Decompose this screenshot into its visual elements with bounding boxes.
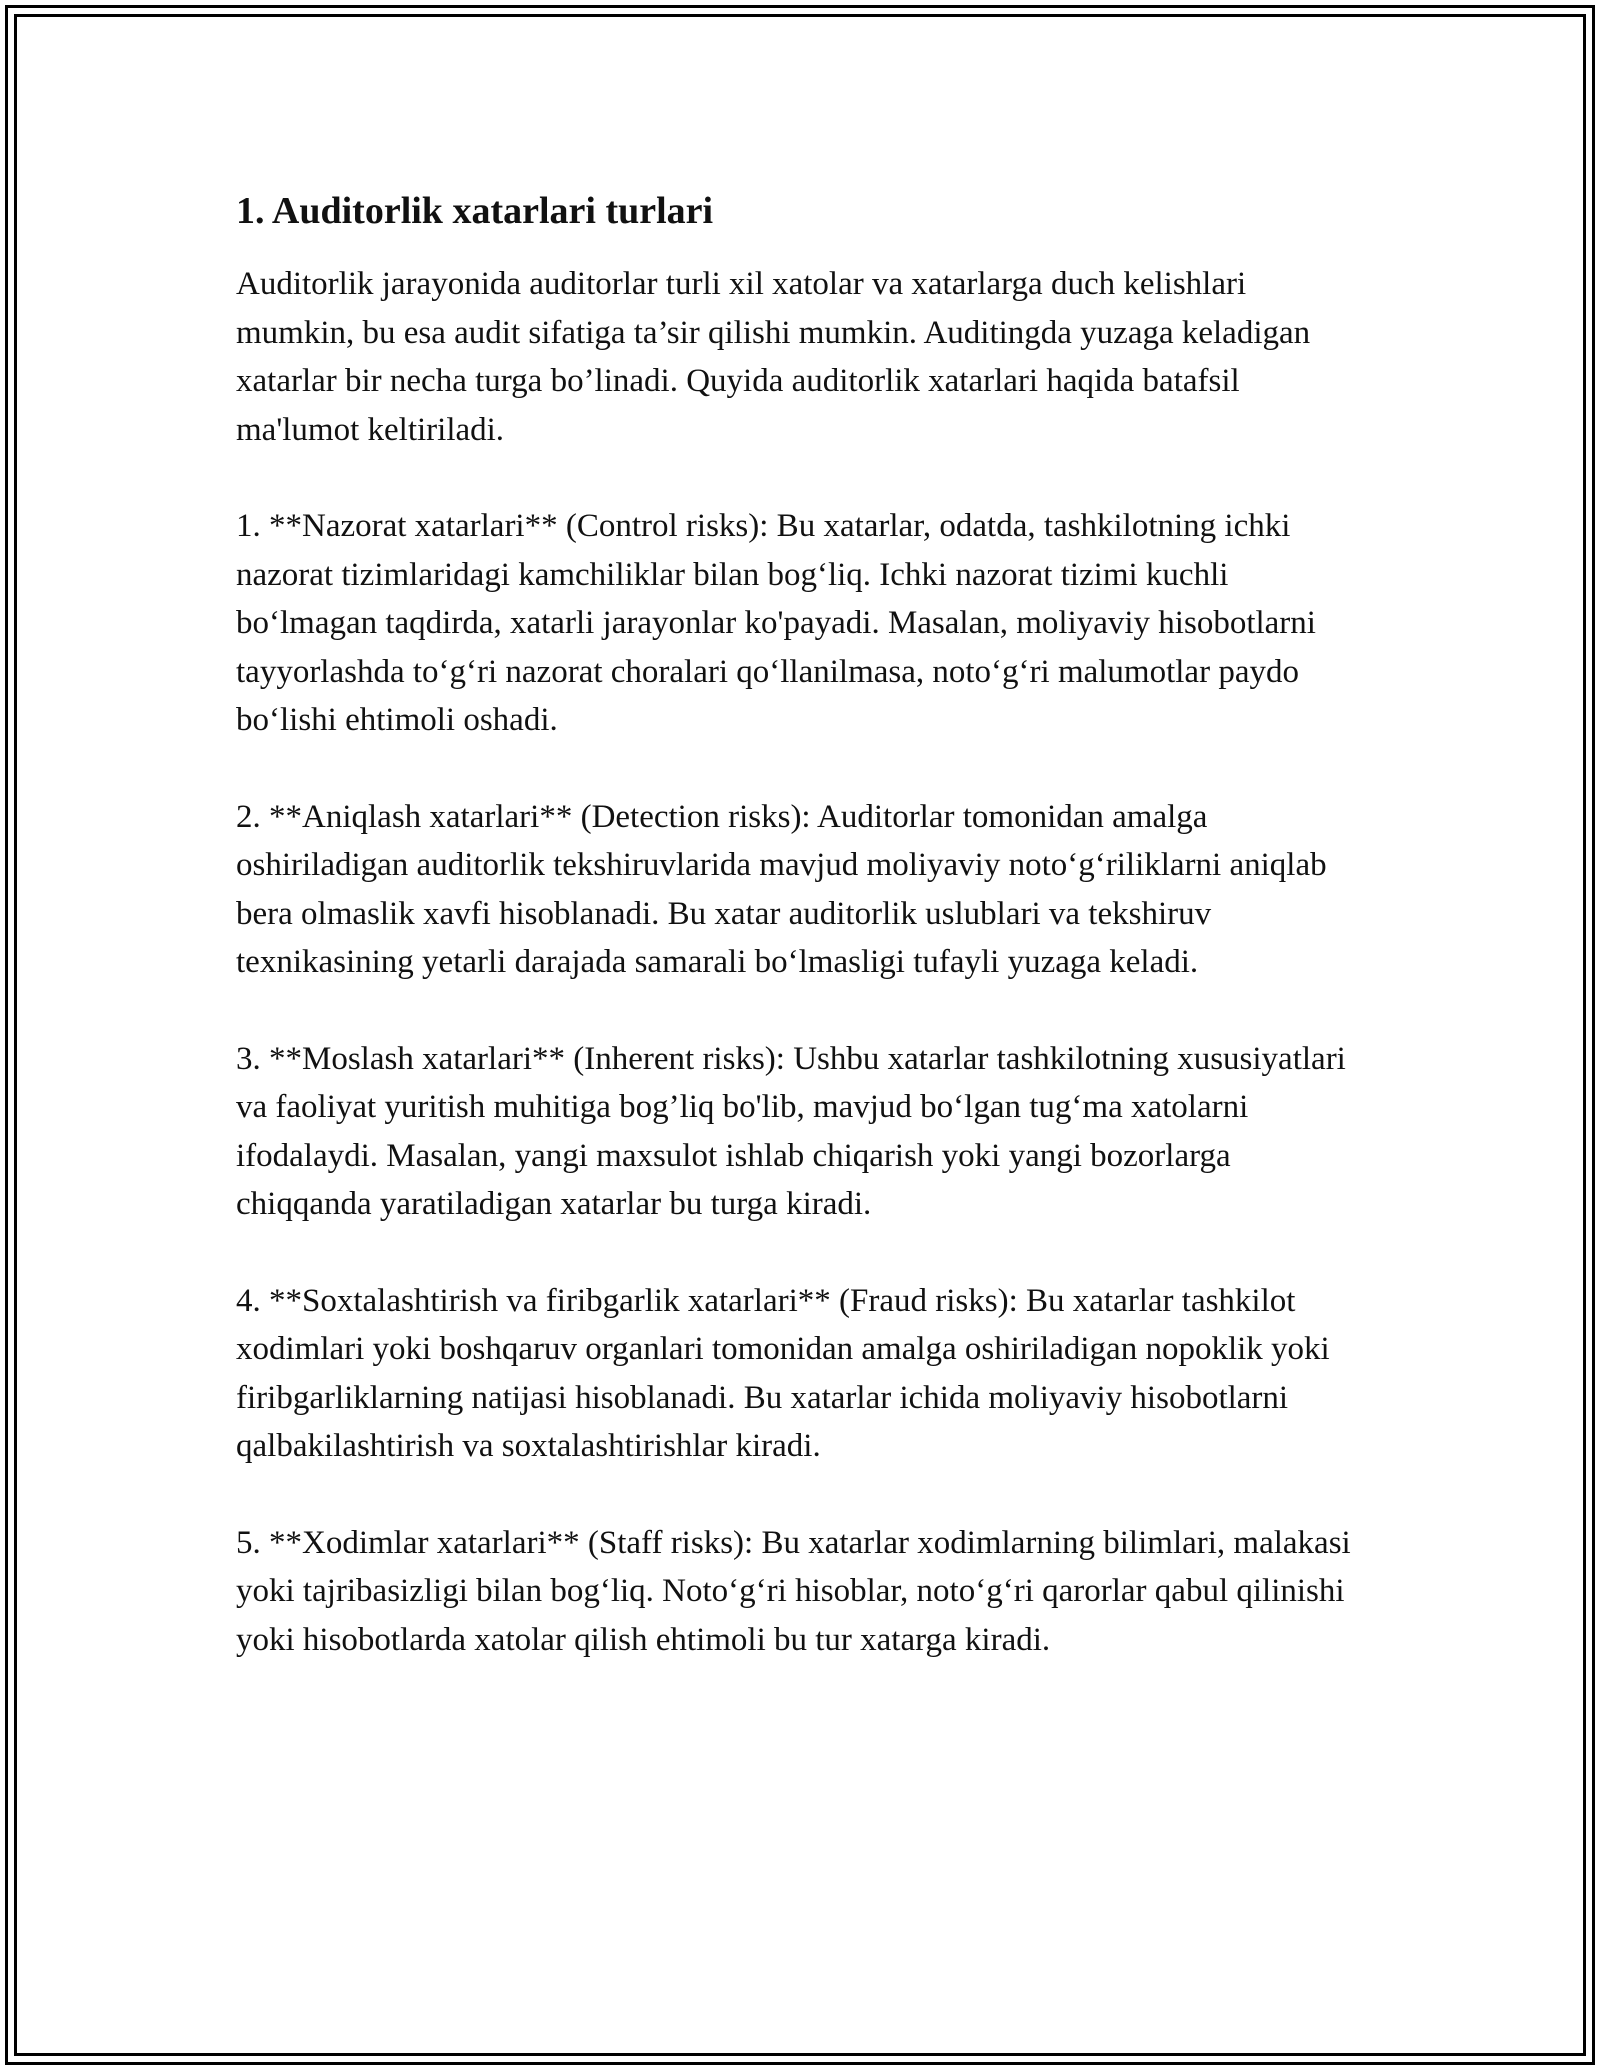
section-heading: 1. Auditorlik xatarlari turlari	[236, 190, 714, 232]
detection-risks-paragraph: 2. **Aniqlash xatarlari** (Detection risks): Auditorlar tomonidan amalga oshiriladigan auditorlik tekshiruvlarida mavjud moliyaviy noto‘g‘riliklarni aniqlab bera olmaslik xavfi hisoblanadi. Bu xatar auditorlik uslublari va tekshiruv texnikasining yetarli darajada samarali bo‘lmasligi tufayli yuzaga keladi.	[236, 798, 1327, 980]
staff-risks-paragraph: 5. **Xodimlar xatarlari** (Staff risks): Bu xatarlar xodimlarning bilimlari, malakasi yoki tajribasizligi bilan bog‘liq. Noto‘g‘ri hisoblar, noto‘g‘ri qarorlar qabul qilinishi yoki hisobotlarda xatolar qilish ehtimoli bu tur xatarga kiradi.	[236, 1524, 1351, 1658]
fraud-risks-paragraph: 4. **Soxtalashtirish va firibgarlik xatarlari** (Fraud risks): Bu xatarlar tashkilot xodimlari yoki boshqaruv organlari tomonidan amalga oshiriladigan nopoklik yoki firibgarliklarning natijasi hisoblanadi. Bu xatarlar ichida moliyaviy hisobotlarni qalbakilashtirish va soxtalashtirishlar kiradi.	[236, 1282, 1330, 1464]
document-body	[236, 186, 1366, 1712]
inherent-risks-paragraph: 3. **Moslash xatarlari** (Inherent risks): Ushbu xatarlar tashkilotning xususiyatlari va faoliyat yuritish muhitiga bog’liq bo'lib, mavjud bo‘lgan tug‘ma xatolarni ifodalaydi. Masalan, yangi maxsulot ishlab chiqarish yoki yangi bozorlarga chiqqanda yaratiladigan xatarlar bu turga kiradi.	[236, 1040, 1346, 1222]
control-risks-paragraph: 1. **Nazorat xatarlari** (Control risks): Bu xatarlar, odatda, tashkilotning ichki nazorat tizimlaridagi kamchiliklar bilan bog‘liq. Ichki nazorat tizimi kuchli bo‘lmagan taqdirda, xatarli jarayonlar ko'payadi. Masalan, moliyaviy hisobotlarni tayyorlashda to‘g‘ri nazorat choralari qo‘llanilmasa, noto‘g‘ri malumotlar paydo bo‘lishi ehtimoli oshadi.	[236, 508, 1316, 738]
intro-paragraph: Auditorlik jarayonida auditorlar turli xil xatolar va xatarlarga duch kelishlari mumkin, bu esa audit sifatiga ta’sir qilishi mumkin. Auditingda yuzaga keladigan xatarlar bir necha turga bo’linadi. Quyida auditorlik xatarlari haqida batafsil ma'lumot keltiriladi.	[236, 266, 1311, 448]
